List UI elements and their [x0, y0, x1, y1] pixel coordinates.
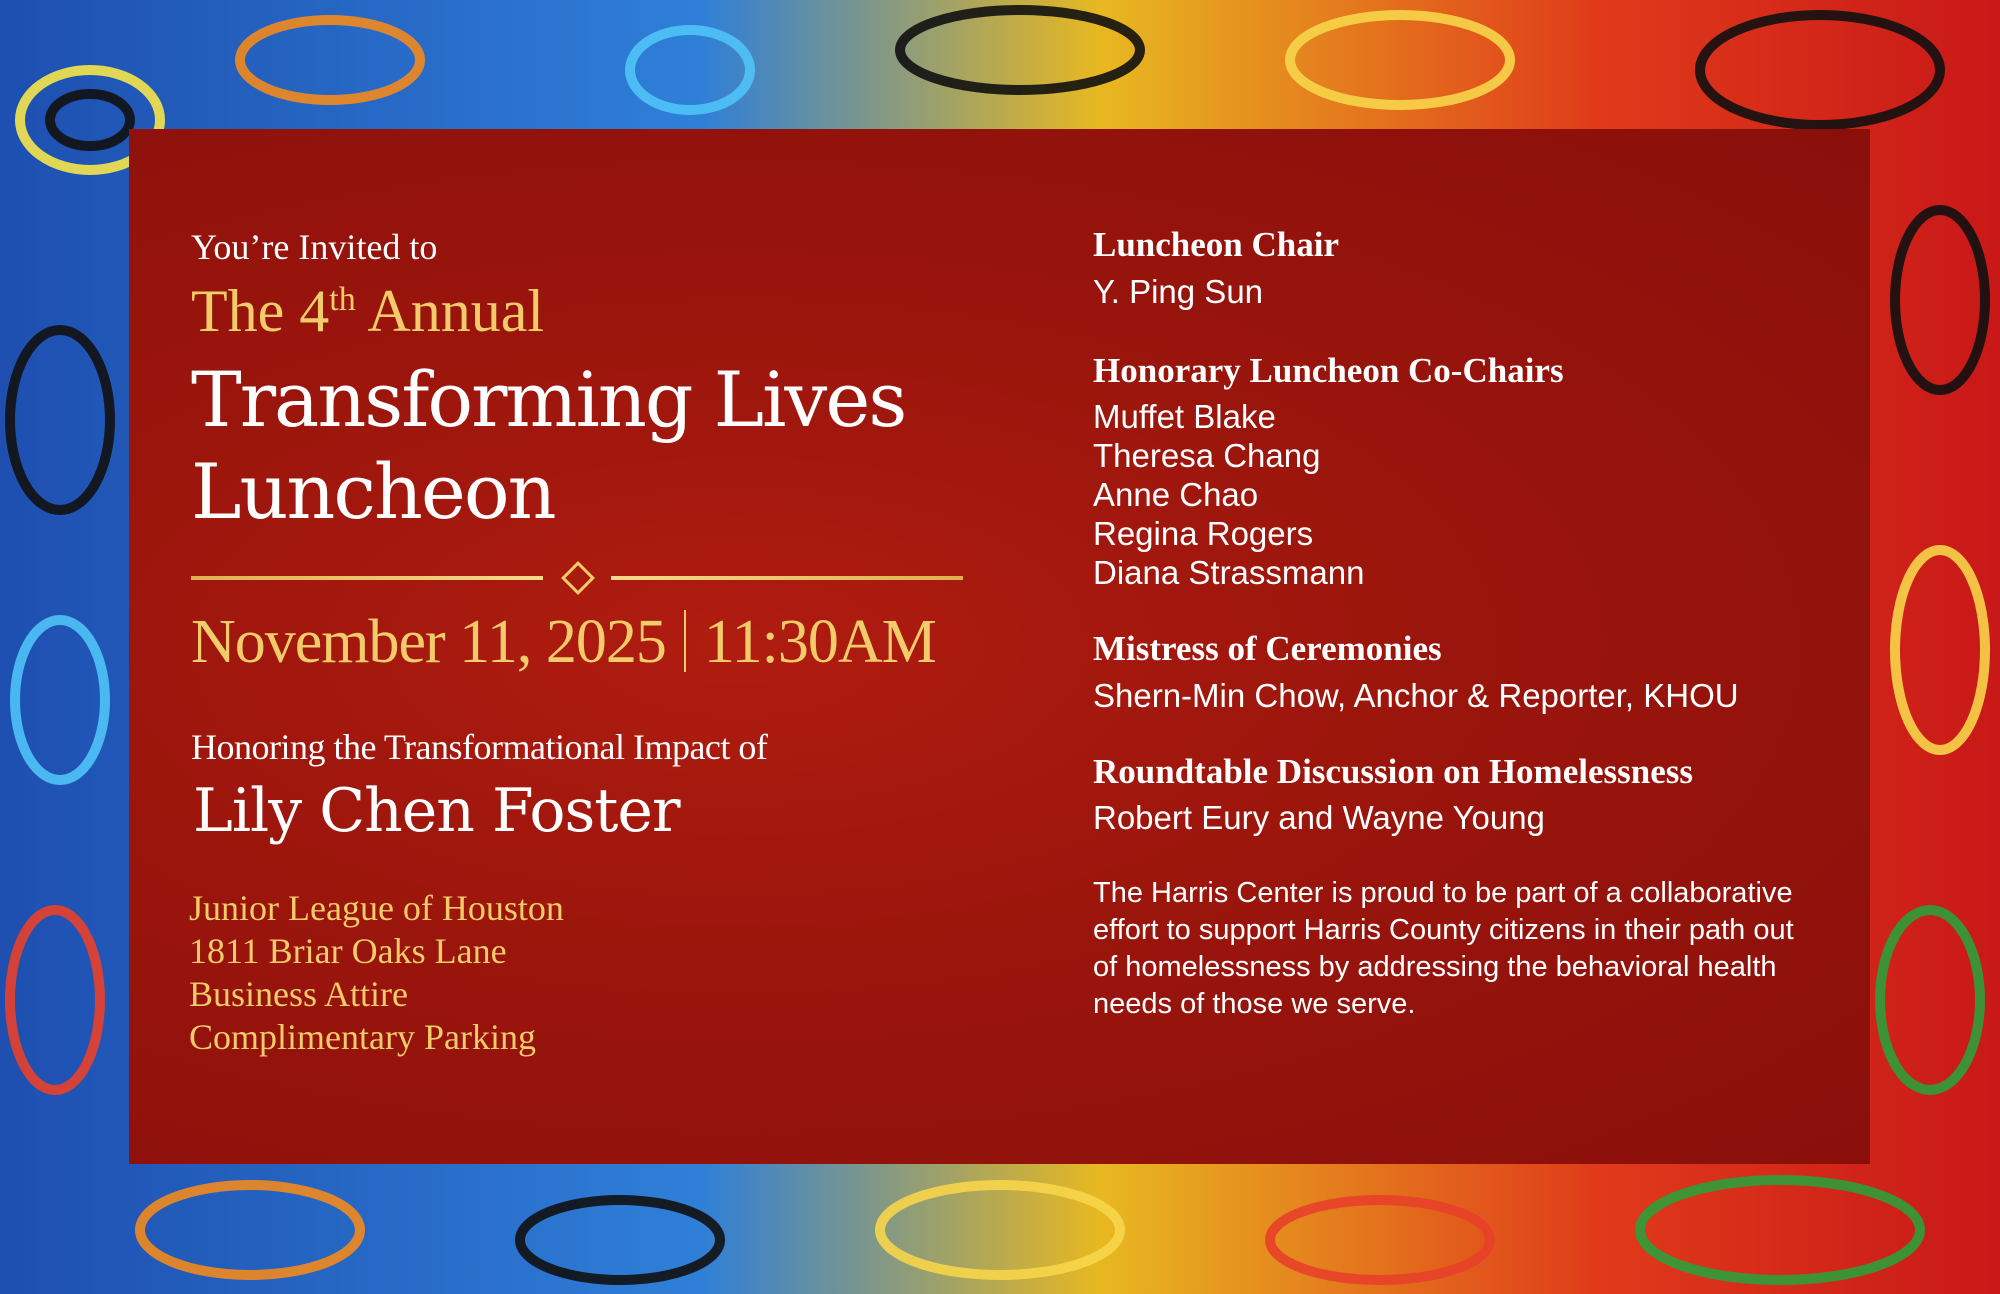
venue-details: [189, 887, 564, 1059]
invited-text: You’re Invited to: [191, 227, 438, 267]
venue-line: Junior League of Houston: [189, 888, 564, 928]
about-paragraph: The Harris Center is proud to be part of a collaborative effort to support Harris County citizens in their path out of homelessness by addressing the behavioral health needs of those we serve.: [1093, 877, 1794, 1020]
invitation-card: [129, 129, 1870, 1164]
date-time-separator: [684, 610, 686, 672]
venue-line: 1811 Briar Oaks Lane: [189, 931, 507, 971]
divider-right: [611, 576, 963, 580]
cochair-name: Anne Chao: [1093, 476, 1259, 513]
venue-line: Business Attire: [189, 974, 409, 1014]
cochair-name: Regina Rogers: [1093, 515, 1314, 552]
annual-edition: The 4th Annual: [191, 278, 545, 344]
event-title-line1: Transforming Lives: [191, 355, 906, 444]
mc-name: Shern-Min Chow, Anchor & Reporter, KHOU: [1093, 677, 1739, 714]
venue-line: Complimentary Parking: [189, 1017, 536, 1057]
roundtable-names: Robert Eury and Wayne Young: [1093, 799, 1545, 836]
cochairs-list: [1093, 397, 1364, 592]
event-date: November 11, 2025: [191, 608, 666, 676]
divider-left: [191, 576, 543, 580]
roundtable-heading: Roundtable Discussion on Homelessness: [1093, 752, 1693, 791]
cochair-name: Diana Strassmann: [1093, 554, 1365, 591]
chair-name: Y. Ping Sun: [1093, 273, 1264, 310]
cochairs-heading: Honorary Luncheon Co-Chairs: [1093, 351, 1564, 390]
event-title-line2: Luncheon: [191, 447, 555, 536]
honoree-name: Lily Chen Foster: [193, 776, 680, 846]
mc-heading: Mistress of Ceremonies: [1093, 629, 1442, 668]
honoring-text: Honoring the Transformational Impact of: [191, 727, 768, 767]
event-datetime: [191, 607, 936, 678]
event-time: 11:30AM: [703, 608, 936, 676]
diamond-icon: [561, 561, 595, 595]
cochair-name: Theresa Chang: [1093, 437, 1321, 474]
cochair-name: Muffet Blake: [1093, 398, 1276, 435]
chair-heading: Luncheon Chair: [1093, 225, 1340, 264]
